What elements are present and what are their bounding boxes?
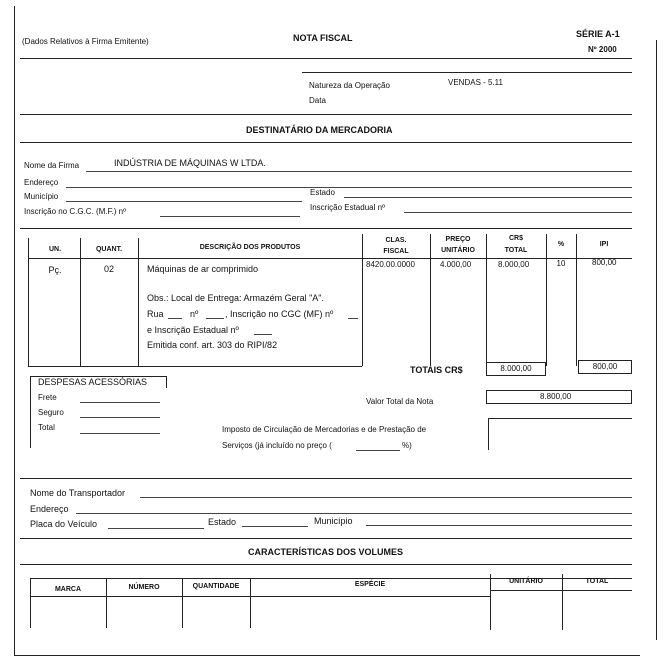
natureza-label: Natureza da Operação	[309, 81, 390, 90]
obs-line-3: e Inscrição Estadual nº	[147, 325, 239, 335]
despesas-title: DESPESAS ACESSÓRIAS	[38, 377, 148, 387]
volumes-numero: NÚMERO	[128, 584, 160, 591]
section-divider	[20, 478, 632, 479]
transportador-estado-label: Estado	[208, 517, 237, 527]
header-preco-2: UNITÁRIO	[441, 247, 475, 254]
transportador-municipio-line	[366, 525, 632, 526]
header-divider	[20, 58, 632, 59]
volumes-title: CARACTERÍSTICAS DOS VOLUMES	[248, 547, 404, 557]
valor-total-value: 8.800,00	[540, 392, 572, 401]
row-pct: 10	[556, 259, 566, 268]
firma-value: INDÚSTRIA DE MÁQUINAS W LTDA.	[114, 158, 266, 168]
row-descricao: Máquinas de ar comprimido	[147, 264, 259, 274]
header-pct: %	[557, 241, 565, 248]
volumes-header-bottom	[30, 596, 490, 597]
obs-rua-line	[168, 318, 182, 319]
col-line	[28, 238, 29, 366]
col-line	[138, 238, 139, 366]
obs-ie-line	[254, 334, 272, 335]
page-right-edge	[656, 40, 657, 640]
seguro-label: Seguro	[38, 408, 64, 417]
volumes-quantidade: QUANTIDADE	[192, 583, 240, 590]
ie-label: Inscrição Estadual nº	[310, 203, 385, 212]
icms-line-2: Serviços (já incluído no preço (	[222, 441, 332, 450]
row-un: Pç.	[48, 265, 62, 275]
ie-line	[404, 212, 632, 213]
obs-line-4: Emitida conf. art. 303 do RIPI/82	[147, 340, 278, 350]
firma-line	[86, 171, 632, 172]
icms-pct: %)	[402, 441, 412, 450]
valor-total-label: Valor Total da Nota	[366, 397, 434, 406]
table-header-bottom	[28, 258, 632, 259]
icms-pct-line	[356, 450, 400, 451]
placa-label: Placa do Veículo	[30, 519, 98, 529]
firma-label: Nome da Firma	[24, 161, 80, 170]
header-clas-2: FISCAL	[383, 248, 409, 255]
seguro-line	[80, 417, 160, 418]
section-divider	[20, 114, 632, 115]
table-body-bottom	[28, 366, 362, 367]
header-divider-2	[302, 72, 632, 73]
volumes-total: TOTAL	[585, 578, 609, 585]
icms-box-left	[488, 418, 489, 450]
transportador-municipio-label: Município	[314, 516, 353, 526]
cgc-label: Inscrição no C.G.C. (M.F.) nº	[24, 207, 127, 216]
transportador-endereco-label: Endereço	[30, 504, 69, 514]
document-title: NOTA FISCAL	[293, 33, 353, 43]
frete-label: Frete	[38, 393, 57, 402]
transportador-nome-line	[140, 497, 632, 498]
volumes-unitario: UNITÁRIO	[509, 578, 543, 585]
placa-line	[108, 528, 204, 529]
header-preco-1: PREÇO	[445, 236, 471, 243]
obs-cgc-line	[348, 318, 358, 319]
icms-line-1: Imposto de Circulação de Mercadorias e de Prestação de	[222, 425, 427, 434]
municipio-line	[66, 201, 302, 202]
row-total: 8.000,00	[498, 260, 530, 269]
col-line	[576, 234, 577, 366]
totais-ipi-value: 800,00	[592, 362, 618, 371]
destinatario-title: DESTINATÁRIO DA MERCADORIA	[246, 125, 393, 135]
header-crs-1: CR$	[508, 235, 523, 242]
despesas-left-border	[30, 376, 31, 448]
header-quant: QUANT.	[95, 246, 123, 253]
natureza-value: VENDAS - 5.11	[448, 78, 503, 87]
municipio-label: Município	[24, 192, 59, 201]
obs-line-1: Obs.: Local de Entrega: Armazém Geral "A".	[147, 293, 324, 303]
document-number: Nº 2000	[588, 45, 617, 54]
totais-label: TOTAIS CR$	[410, 365, 463, 375]
obs-rua-label: Rua	[147, 309, 164, 319]
cgc-line	[160, 216, 300, 217]
section-divider	[20, 564, 632, 565]
icms-box-top	[488, 418, 632, 419]
section-divider	[20, 142, 632, 143]
obs-cgc-label: , Inscrição no CGC (MF) nº	[225, 309, 334, 319]
estado-label: Estado	[310, 188, 335, 197]
header-clas-1: CLAS.	[385, 237, 407, 244]
volumes-especie: ESPÉCIE	[354, 581, 386, 588]
despesas-right-tick	[166, 376, 167, 388]
total-label: Total	[38, 423, 55, 432]
header-descricao: DESCRIÇÃO DOS PRODUTOS	[199, 244, 301, 251]
serie-label: SÉRIE A-1	[576, 29, 620, 39]
volumes-marca: MARCA	[54, 586, 82, 593]
endereco-line	[66, 187, 632, 188]
header-crs-2: TOTAL	[504, 247, 528, 254]
data-label: Data	[309, 96, 326, 105]
emitter-note: (Dados Relativos à Firma Emitente)	[22, 37, 149, 46]
totais-value: 8.000,00	[500, 364, 532, 373]
frete-line	[80, 402, 160, 403]
page-bottom-edge	[14, 655, 640, 656]
obs-n-line	[206, 318, 224, 319]
row-quant: 02	[103, 264, 114, 274]
col-line	[80, 238, 81, 366]
header-ipi: IPI	[599, 241, 609, 248]
estado-line	[344, 197, 632, 198]
section-divider	[20, 538, 632, 539]
page-left-edge	[14, 6, 15, 656]
table-top-border	[20, 228, 632, 229]
total-line	[80, 433, 160, 434]
col-line	[546, 234, 547, 366]
obs-n-label: nº	[190, 309, 199, 319]
row-preco: 4.000,00	[440, 260, 472, 269]
volumes-header-bottom-right	[490, 590, 632, 591]
transportador-nome-label: Nome do Transportador	[30, 488, 126, 498]
row-clas: 8420.00.0000	[366, 260, 415, 269]
row-ipi: 800,00	[592, 258, 617, 267]
transportador-estado-line	[242, 526, 308, 527]
header-un: UN.	[48, 246, 62, 253]
transportador-endereco-line	[76, 513, 632, 514]
endereco-label: Endereço	[24, 178, 59, 187]
